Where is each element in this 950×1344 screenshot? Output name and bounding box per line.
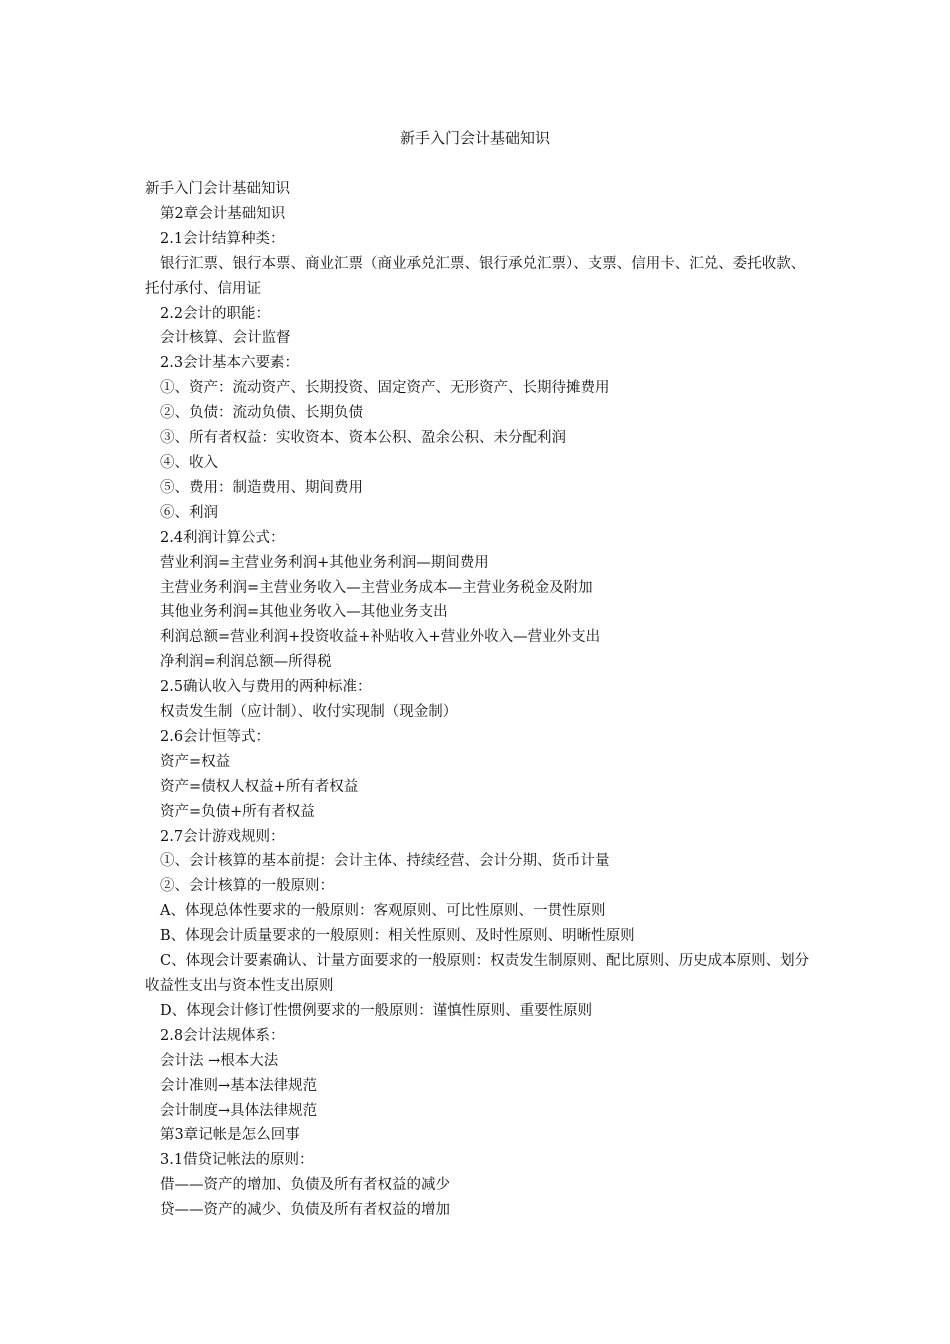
section-heading: 2.8会计法规体系： — [160, 1027, 285, 1044]
list-item: 会计制度→具体法律规范 — [160, 1102, 318, 1119]
list-item: ⑥、利润 — [160, 504, 218, 521]
list-item: ②、负债：流动负债、长期负债 — [160, 405, 363, 422]
list-item: ②、会计核算的一般原则： — [160, 878, 334, 895]
formula-line: 主营业务利润=主营业务收入—主营业务成本—主营业务税金及附加 — [160, 579, 593, 596]
formula-line: 营业利润=主营业务利润+其他业务利润—期间费用 — [160, 554, 489, 571]
chapter-heading: 第3章记帐是怎么回事 — [160, 1127, 300, 1144]
formula-line: 净利润=利润总额—所得税 — [160, 654, 332, 671]
section-heading: 2.3会计基本六要素： — [160, 355, 300, 372]
list-item: A、体现总体性要求的一般原则：客观原则、可比性原则、一贯性原则 — [160, 903, 606, 920]
list-item: 会计准则→基本法律规范 — [160, 1077, 318, 1094]
section-heading: 2.6会计恒等式： — [160, 728, 271, 745]
formula-line: 资产=权益 — [160, 753, 231, 770]
section-heading: 2.7会计游戏规则： — [160, 828, 285, 845]
formula-line: 利润总额=营业利润+投资收益+补贴收入+营业外收入—营业外支出 — [160, 629, 601, 646]
list-item: 会计法 →根本大法 — [160, 1052, 279, 1069]
formula-line: 资产=负债+所有者权益 — [160, 803, 315, 820]
subtitle-line: 新手入门会计基础知识 — [145, 181, 290, 197]
paragraph-line: 银行汇票、银行本票、商业汇票（商业承兑汇票、银行承兑汇票）、支票、信用卡、汇兑、委托收款、托付承付、信用证 — [145, 255, 806, 297]
list-item: D、体现会计修订性惯例要求的一般原则：谨慎性原则、重要性原则 — [160, 1002, 593, 1019]
formula-line: 资产=债权人权益+所有者权益 — [160, 778, 359, 795]
list-item: 贷——资产的减少、负债及所有者权益的增加 — [160, 1202, 450, 1219]
paragraph-line: 会计核算、会计监督 — [160, 330, 291, 347]
document-title: 新手入门会计基础知识 — [399, 129, 550, 147]
list-item: B、体现会计质量要求的一般原则：相关性原则、及时性原则、明晰性原则 — [160, 928, 635, 945]
list-item: ③、所有者权益：实收资本、资本公积、盈余公积、未分配利润 — [160, 430, 566, 447]
list-item: C、体现会计要素确认、计量方面要求的一般原则：权责发生制原则、配比原则、历史成本原则、划分收益性支出与资本性支出原则 — [145, 953, 810, 994]
section-heading: 2.1会计结算种类： — [160, 230, 285, 247]
chapter-heading: 第2章会计基础知识 — [160, 205, 286, 222]
list-item: 借——资产的增加、负债及所有者权益的减少 — [160, 1177, 450, 1194]
formula-line: 其他业务利润=其他业务收入—其他业务支出 — [160, 604, 448, 621]
list-item: ①、会计核算的基本前提：会计主体、持续经营、会计分期、货币计量 — [160, 853, 610, 870]
list-item: ①、资产：流动资产、长期投资、固定资产、无形资产、长期待摊费用 — [160, 380, 610, 397]
section-heading: 3.1借贷记帐法的原则： — [160, 1152, 314, 1169]
list-item: ④、收入 — [160, 454, 218, 471]
section-heading: 2.5确认收入与费用的两种标准： — [160, 679, 372, 696]
list-item: ⑤、费用：制造费用、期间费用 — [160, 479, 363, 496]
section-heading: 2.4利润计算公式： — [160, 529, 285, 546]
document-body — [145, 177, 810, 1223]
paragraph-line: 权责发生制（应计制）、收付实现制（现金制） — [160, 704, 458, 721]
section-heading: 2.2会计的职能： — [160, 305, 271, 322]
